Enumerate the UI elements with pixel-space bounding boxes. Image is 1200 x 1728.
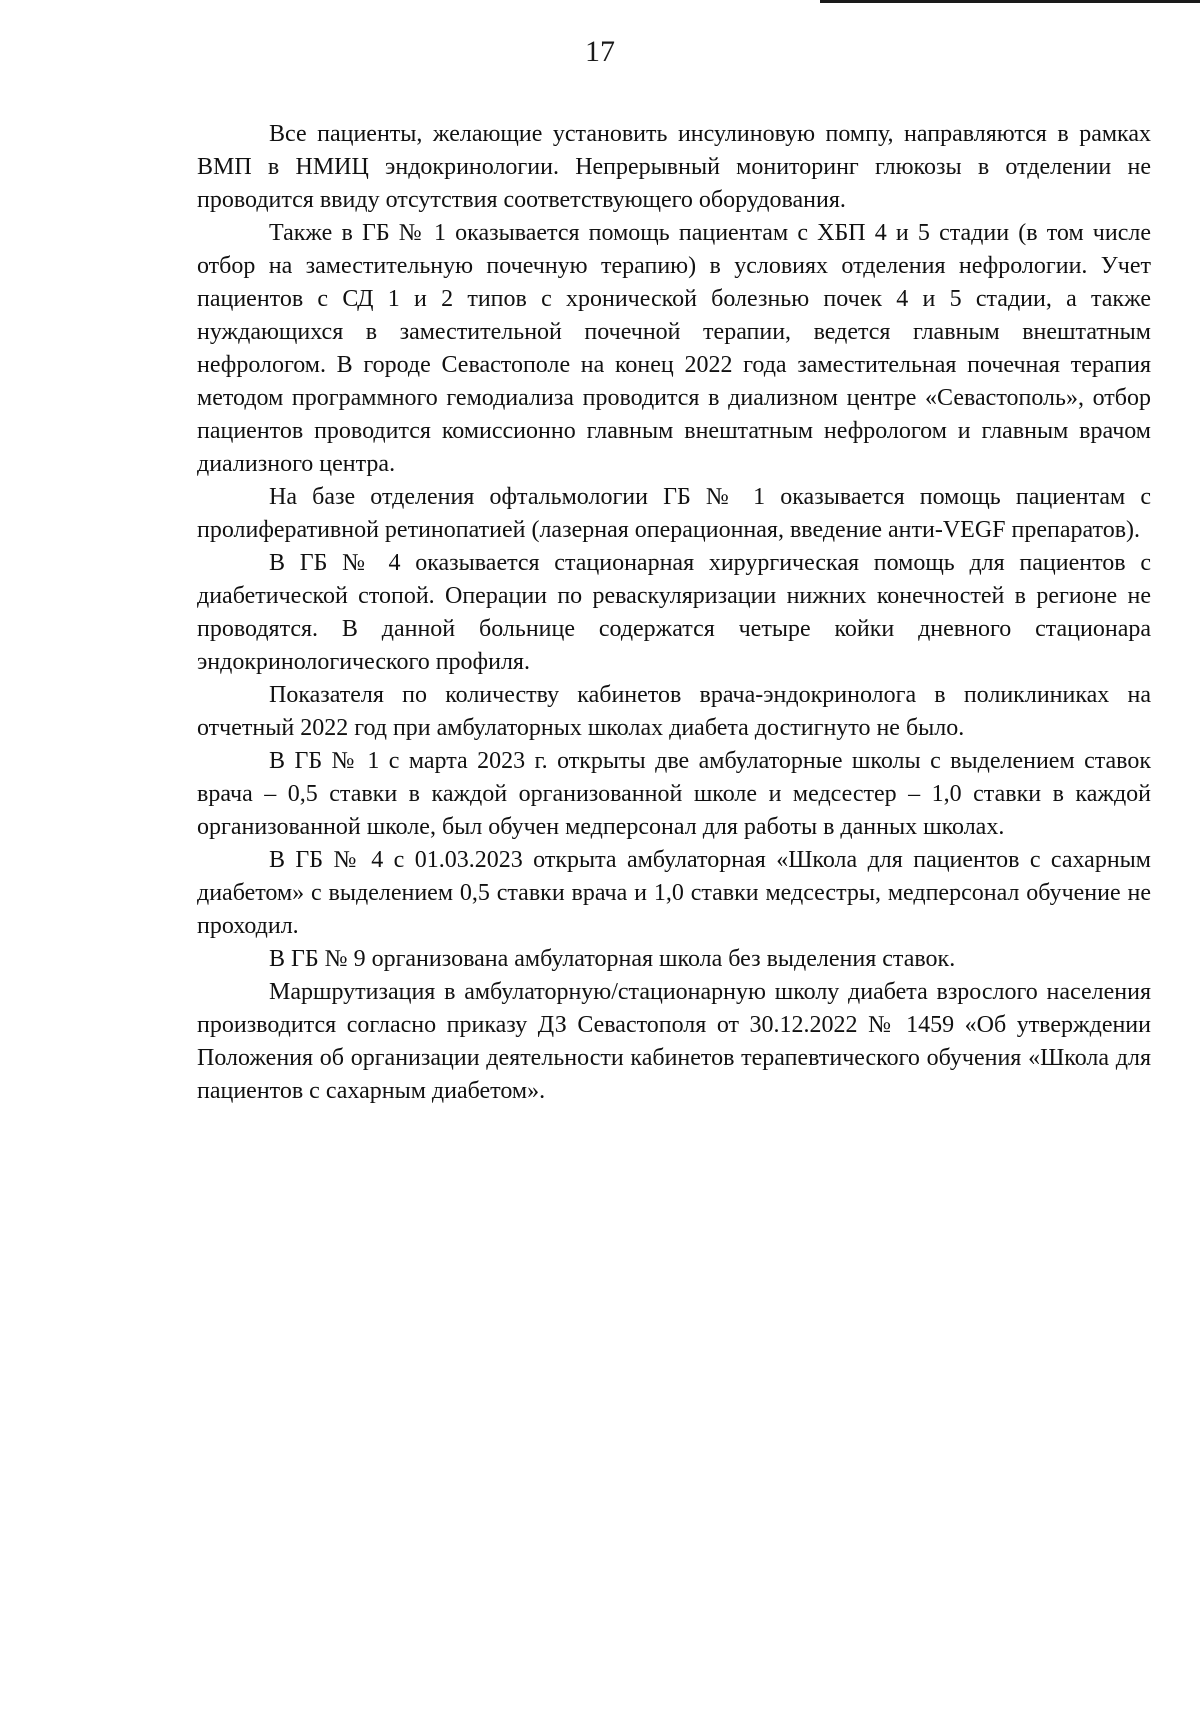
paragraph-gb1-schools: В ГБ № 1 с марта 2023 г. открыты две амбулаторные школы с выделением ставок врача – 0,5 ставки в каждой организованной школе и медсестер – 1,0 ставки в каждой организованной школе, был обучен медперсонал для работы в данных школах.	[197, 748, 1151, 840]
top-border-line	[820, 0, 1200, 3]
page-number: 17	[585, 35, 615, 68]
document-body	[197, 118, 1151, 1108]
paragraph-gb9-school: В ГБ № 9 организована амбулаторная школа без выделения ставок.	[269, 946, 956, 972]
paragraph-endocrinologist-offices: Показателя по количеству кабинетов врача-эндокринолога в поликлиниках на отчетный 2022 год при амбулаторных школах диабета достигнуто не было.	[197, 682, 1151, 741]
paragraph-ophthalmology: На базе отделения офтальмологии ГБ № 1 оказывается помощь пациентам с пролиферативной ретинопатией (лазерная операционная, введение анти-VEGF препаратов).	[197, 484, 1151, 543]
paragraph-insulin-pump: Все пациенты, желающие установить инсулиновую помпу, направляются в рамках ВМП в НМИЦ эндокринологии. Непрерывный мониторинг глюкозы в отделении не проводится ввиду отсутствия соответствующего оборудования.	[197, 121, 1151, 213]
paragraph-nephrology: Также в ГБ № 1 оказывается помощь пациентам с ХБП 4 и 5 стадии (в том числе отбор на заместительную почечную терапию) в условиях отделения нефрологии. Учет пациентов с СД 1 и 2 типов с хронической болезнью почек 4 и 5 стадии, а также нуждающихся в заместительной почечной терапии, ведется главным внештатным нефрологом. В городе Севастополе на конец 2022 года заместительная почечная терапия методом программного гемодиализа проводится в диализном центре «Севастополь», отбор пациентов проводится комиссионно главным внештатным нефрологом и главным врачом диализного центра.	[197, 220, 1151, 477]
paragraph-routing: Маршрутизация в амбулаторную/стационарную школу диабета взрослого населения производится согласно приказу ДЗ Севастополя от 30.12.2022 № 1459 «Об утверждении Положения об организации деятельности кабинетов терапевтического обучения «Школа для пациентов с сахарным диабетом».	[197, 979, 1151, 1104]
paragraph-diabetic-foot: В ГБ № 4 оказывается стационарная хирургическая помощь для пациентов с диабетической стопой. Операции по реваскуляризации нижних конечностей в регионе не проводятся. В данной больнице содержатся четыре койки дневного стационара эндокринологического профиля.	[197, 550, 1151, 675]
paragraph-gb4-school: В ГБ № 4 с 01.03.2023 открыта амбулаторная «Школа для пациентов с сахарным диабетом» с выделением 0,5 ставки врача и 1,0 ставки медсестры, медперсонал обучение не проходил.	[197, 847, 1151, 939]
